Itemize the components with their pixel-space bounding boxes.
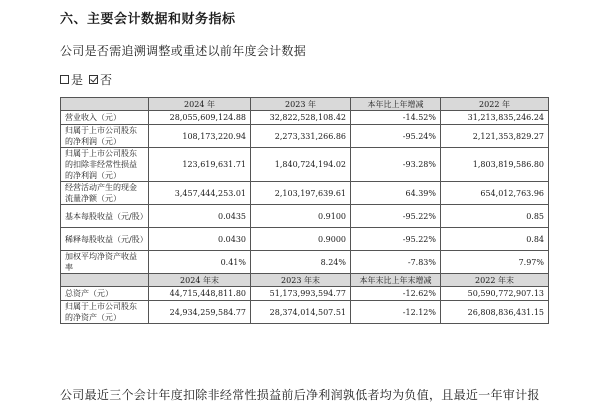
header-cell: 2024 年 — [149, 98, 251, 111]
unchecked-box-icon — [60, 75, 69, 84]
value-cell: 1,803,819,586.80 — [441, 148, 549, 182]
financial-data-table — [60, 97, 549, 324]
value-cell: 32,822,528,108.42 — [251, 111, 351, 125]
table-header-row — [61, 274, 549, 287]
table-row — [61, 111, 549, 125]
row-label: 归属于上市公司股东的净利润（元） — [61, 125, 149, 148]
change-cell: -7.83% — [351, 251, 441, 274]
row-label: 经营活动产生的现金流量净额（元） — [61, 182, 149, 205]
value-cell: 654,012,763.96 — [441, 182, 549, 205]
header-cell — [61, 98, 149, 111]
value-cell: 108,173,220.94 — [149, 125, 251, 148]
value-cell: 7.97% — [441, 251, 549, 274]
value-cell: 51,173,993,594.77 — [251, 287, 351, 301]
change-cell: -95.24% — [351, 125, 441, 148]
value-cell: 2,121,353,829.27 — [441, 125, 549, 148]
change-cell: -14.52% — [351, 111, 441, 125]
value-cell: 0.0435 — [149, 205, 251, 228]
table-row — [61, 125, 549, 148]
change-cell: -12.62% — [351, 287, 441, 301]
table-header-row — [61, 98, 549, 111]
row-label: 总资产（元） — [61, 287, 149, 301]
table-row — [61, 205, 549, 228]
change-cell: -95.22% — [351, 228, 441, 251]
row-label: 归属于上市公司股东的扣除非经常性损益的净利润（元） — [61, 148, 149, 182]
header-cell: 2023 年末 — [251, 274, 351, 287]
row-label: 稀释每股收益（元/股） — [61, 228, 149, 251]
footer-paragraph: 公司最近三个会计年度扣除非经常性损益前后净利润孰低者均为负值，且最近一年审计报 — [60, 388, 540, 402]
row-label: 归属于上市公司股东的净资产（元） — [61, 301, 149, 324]
value-cell: 0.84 — [441, 228, 549, 251]
header-cell: 本年比上年增减 — [351, 98, 441, 111]
section-heading: 六、主要会计数据和财务指标 — [60, 12, 236, 27]
value-cell: 24,934,259,584.77 — [149, 301, 251, 324]
value-cell: 28,374,014,507.51 — [251, 301, 351, 324]
header-cell: 本年末比上年末增减 — [351, 274, 441, 287]
choice-no-label: 否 — [100, 73, 113, 87]
row-label: 营业收入（元） — [61, 111, 149, 125]
value-cell: 0.85 — [441, 205, 549, 228]
header-cell: 2022 年末 — [441, 274, 549, 287]
value-cell: 28,055,609,124.88 — [149, 111, 251, 125]
choice-yes-label: 是 — [71, 73, 84, 87]
value-cell: 0.41% — [149, 251, 251, 274]
change-cell: -12.12% — [351, 301, 441, 324]
value-cell: 0.9000 — [251, 228, 351, 251]
value-cell: 31,213,835,246.24 — [441, 111, 549, 125]
table-row — [61, 301, 549, 324]
change-cell: -95.22% — [351, 205, 441, 228]
value-cell: 26,808,836,431.15 — [441, 301, 549, 324]
table-row — [61, 251, 549, 274]
value-cell: 44,715,448,811.80 — [149, 287, 251, 301]
value-cell: 0.9100 — [251, 205, 351, 228]
value-cell: 123,619,631.71 — [149, 148, 251, 182]
table-row — [61, 228, 549, 251]
restatement-choices — [60, 71, 112, 88]
table-row — [61, 148, 549, 182]
table-row — [61, 287, 549, 301]
value-cell: 8.24% — [251, 251, 351, 274]
value-cell: 50,590,772,907.13 — [441, 287, 549, 301]
header-cell — [61, 274, 149, 287]
table-row — [61, 182, 549, 205]
value-cell: 0.0430 — [149, 228, 251, 251]
row-label: 加权平均净资产收益率 — [61, 251, 149, 274]
value-cell: 3,457,444,253.01 — [149, 182, 251, 205]
header-cell: 2023 年 — [251, 98, 351, 111]
header-cell: 2024 年末 — [149, 274, 251, 287]
value-cell: 1,840,724,194.02 — [251, 148, 351, 182]
header-cell: 2022 年 — [441, 98, 549, 111]
change-cell: 64.39% — [351, 182, 441, 205]
choice-no[interactable] — [89, 71, 112, 88]
checked-box-icon — [89, 75, 98, 84]
choice-yes[interactable] — [60, 71, 83, 88]
row-label: 基本每股收益（元/股） — [61, 205, 149, 228]
value-cell: 2,103,197,639.61 — [251, 182, 351, 205]
value-cell: 2,273,331,266.86 — [251, 125, 351, 148]
restatement-question: 公司是否需追溯调整或重述以前年度会计数据 — [60, 44, 307, 58]
change-cell: -93.28% — [351, 148, 441, 182]
